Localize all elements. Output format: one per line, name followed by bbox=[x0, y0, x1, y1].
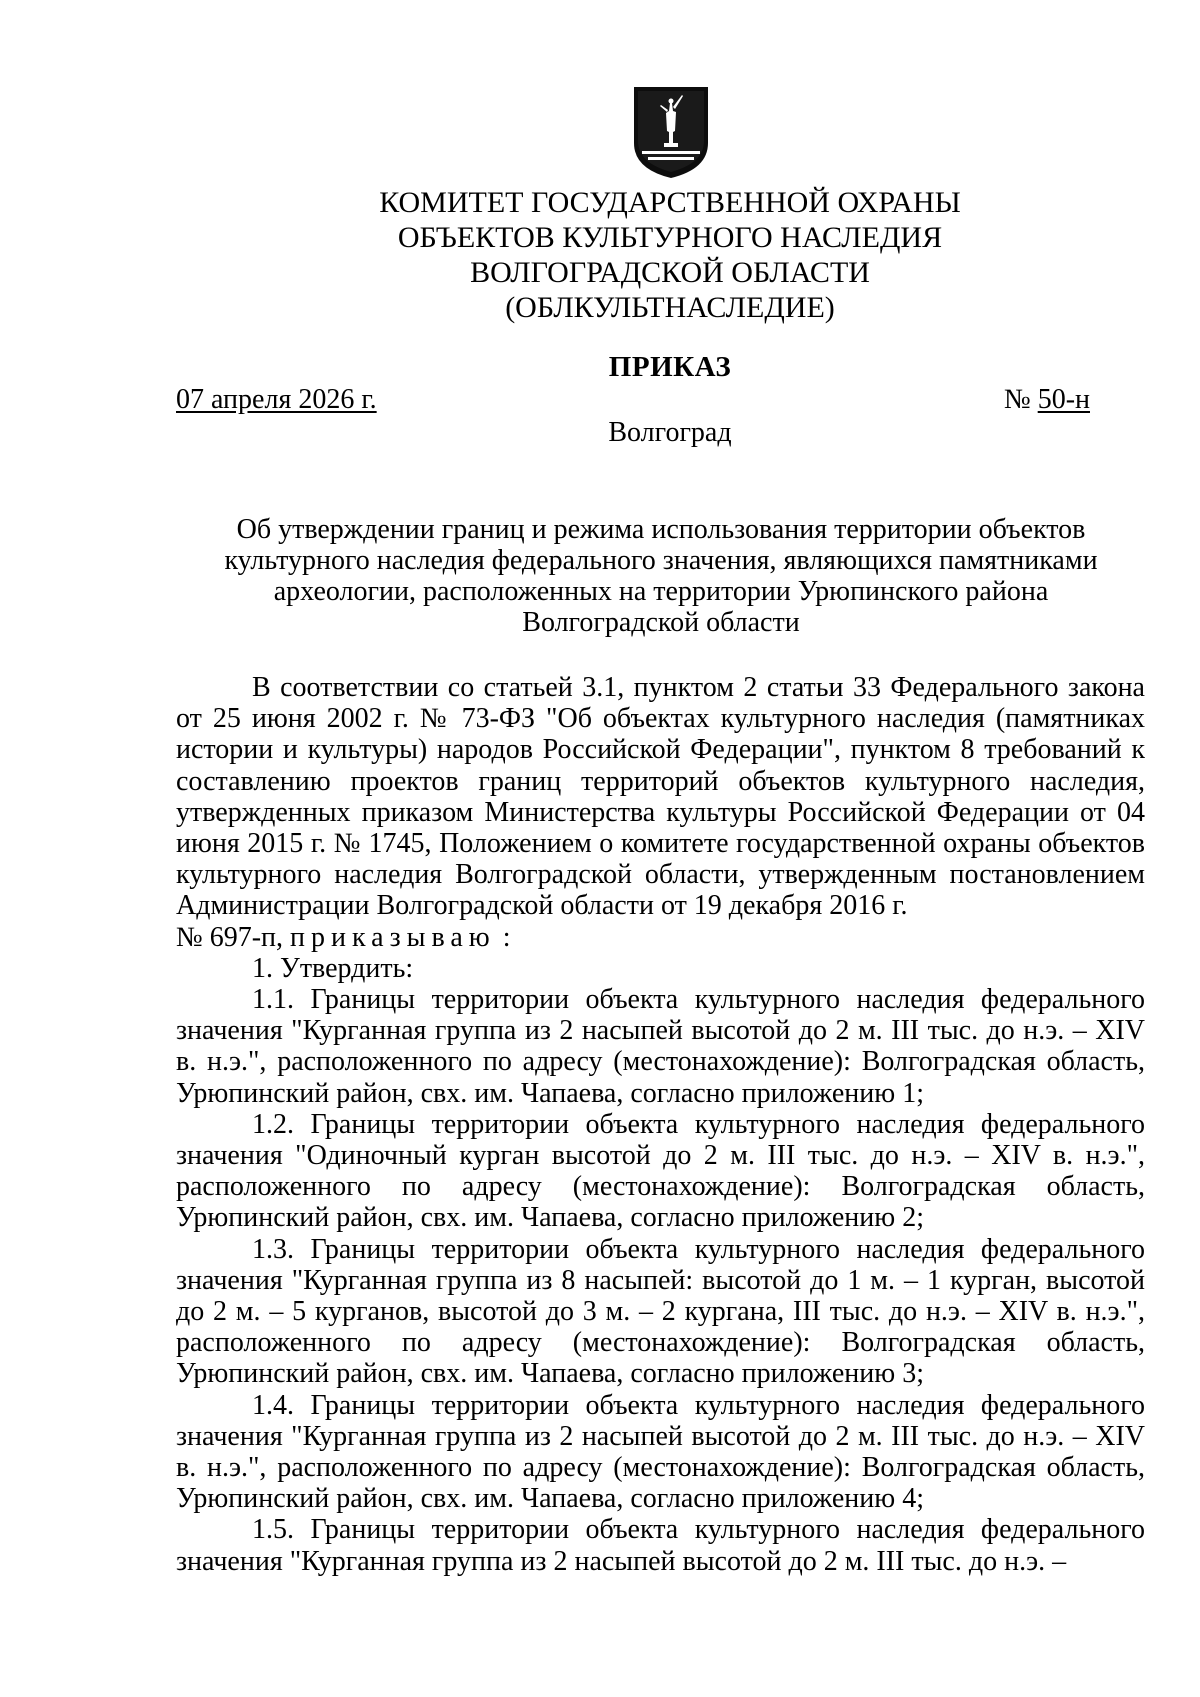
item-paragraph: 1.3. Границы территории объекта культурного наследия федерального значения "Курганная группа из 8 насыпей: высотой до 1 м. – 1 курган, высотой до 2 м. – 5 курганов, высотой до 3 м. – 2 кургана, III тыс. до н.э. – XIV в. н.э.", расположенного по адресу (местонахождение): Волгоградская область, Урюпинский район, свх. им. Чапаева, согласно приложению 3; bbox=[176, 1233, 1145, 1390]
item-paragraph: 1. Утвердить: bbox=[252, 952, 414, 984]
org-line: КОМИТЕТ ГОСУДАРСТВЕННОЙ ОХРАНЫ bbox=[379, 186, 961, 219]
item-paragraph: 1.5. Границы территории объекта культурного наследия федерального значения "Курганная группа из 2 насыпей высотой до 2 м. III тыс. до н.э. – bbox=[176, 1514, 1145, 1577]
item-paragraph: 1.1. Границы территории объекта культурного наследия федерального значения "Курганная группа из 2 насыпей высотой до 2 м. III тыс. до н.э. – XIV в. н.э.", расположенного по адресу (местонахождение): Волгоградская область, Урюпинский район, свх. им. Чапаева, согласно приложению 1; bbox=[176, 984, 1145, 1109]
item-paragraph: 1.4. Границы территории объекта культурного наследия федерального значения "Курганная группа из 2 насыпей высотой до 2 м. III тыс. до н.э. – XIV в. н.э.", расположенного по адресу (местонахождение): Волгоградская область, Урюпинский район, свх. им. Чапаева, согласно приложению 4; bbox=[176, 1389, 1145, 1515]
decree-ref: № 697-п, bbox=[176, 921, 291, 953]
document-title: ПРИКАЗ bbox=[608, 351, 732, 383]
order-number-prefix: № bbox=[1003, 384, 1038, 415]
org-line: ВОЛГОГРАДСКОЙ ОБЛАСТИ bbox=[470, 256, 870, 289]
order-body bbox=[176, 672, 1145, 1577]
decree-colon: : bbox=[495, 921, 511, 953]
subject-line: Волгоградской области bbox=[522, 607, 800, 638]
subject-line: культурного наследия федерального значения, являющихся памятниками bbox=[224, 545, 1098, 576]
order-number bbox=[1004, 383, 1090, 417]
order-date: 07 апреля 2026 г. bbox=[176, 384, 377, 415]
subject-line: Об утверждении границ и режима использования территории объектов bbox=[236, 514, 1086, 545]
order-number-value: 50-н bbox=[1037, 384, 1090, 415]
decree-line bbox=[176, 922, 1145, 953]
item-paragraph: 1.2. Границы территории объекта культурного наследия федерального значения "Одиночный курган высотой до 2 м. III тыс. до н.э. – XIV в. н.э.", расположенного по адресу (местонахождение): Волгоградская область, Урюпинский район, свх. им. Чапаева, согласно приложению 2; bbox=[176, 1108, 1145, 1234]
org-line: ОБЪЕКТОВ КУЛЬТУРНОГО НАСЛЕДИЯ bbox=[397, 221, 943, 254]
preamble-paragraph: В соответствии со статьей 3.1, пунктом 2 статьи 33 Федерального закона от 25 июня 2002 г. № 73-ФЗ "Об объектах культурного наследия (памятниках истории и культуры) народов Российской Федерации", пунктом 8 требований к составлению проектов границ территорий объектов культурного наследия, утвержденных приказом Министерства культуры Российской Федерации от 04 июня 2015 г. № 1745, Положением о комитете государственной охраны объектов культурного наследия Волгоградской области, утвержденным постановлением Администрации Волгоградской области от 19 декабря 2016 г. bbox=[176, 672, 1145, 922]
order-subject bbox=[176, 514, 1146, 638]
org-line: (ОБЛКУЛЬТНАСЛЕДИЕ) bbox=[505, 291, 835, 324]
decree-word: приказываю bbox=[290, 921, 496, 953]
volgograd-coat-of-arms-icon bbox=[630, 85, 712, 180]
order-city: Волгоград bbox=[608, 417, 732, 448]
subject-line: археологии, расположенных на территории Урюпинского района bbox=[273, 576, 1049, 607]
organization-name bbox=[170, 185, 1170, 325]
